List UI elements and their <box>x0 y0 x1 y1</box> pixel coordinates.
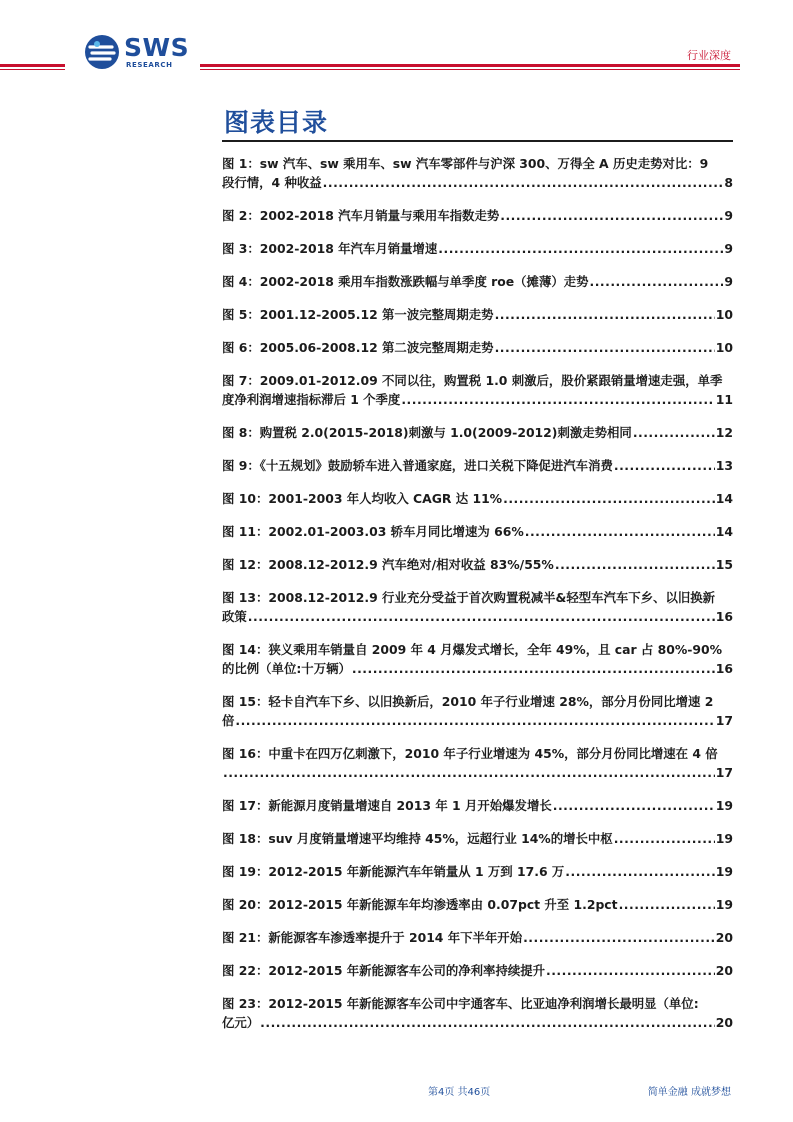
sws-logo-icon <box>84 34 120 70</box>
toc-entry[interactable] <box>222 640 733 678</box>
toc-leader-dots <box>614 829 715 848</box>
toc-page-number: 14 <box>715 524 733 539</box>
toc-entry[interactable] <box>222 522 733 541</box>
toc-entry-title: 图 21：新能源客车渗透率提升于 2014 年下半年开始 <box>222 930 523 945</box>
toc-leader-dots <box>495 338 715 357</box>
toc-leader-dots <box>260 1013 715 1032</box>
toc-entry[interactable] <box>222 338 733 357</box>
toc-page-number: 19 <box>715 897 733 912</box>
toc-leader-dots <box>633 423 715 442</box>
toc-entry[interactable] <box>222 423 733 442</box>
toc-leader-dots <box>223 763 715 782</box>
page-number: 第4页 共46页 <box>428 1087 491 1098</box>
toc-entry-title: 图 14：狭义乘用车销量自 2009 年 4 月爆发式增长，全年 49%，且 car 占 80%-90% <box>222 642 723 657</box>
toc-page-number: 19 <box>715 798 733 813</box>
header-rule-right-thin <box>200 69 740 70</box>
toc-page-number: 15 <box>715 557 733 572</box>
toc-entry[interactable] <box>222 961 733 980</box>
toc-page-number: 13 <box>715 458 733 473</box>
toc-leader-dots <box>590 272 724 291</box>
toc-entry[interactable] <box>222 829 733 848</box>
toc-entry[interactable] <box>222 588 733 626</box>
toc-page-number: 19 <box>715 864 733 879</box>
header-rule-left-thin <box>0 69 65 70</box>
header-rule-left <box>0 64 65 67</box>
footer-slogan: 简单金融 成就梦想 <box>647 1087 731 1098</box>
toc-page-number: 20 <box>715 930 733 945</box>
toc-entry-title: 政策 <box>222 609 247 624</box>
toc-entry-title: 图 10：2001-2003 年人均收入 CAGR 达 11% <box>222 491 503 506</box>
toc-entry[interactable] <box>222 239 733 258</box>
toc-entry[interactable] <box>222 305 733 324</box>
sws-logo <box>84 34 204 74</box>
toc-leader-dots <box>352 659 715 678</box>
page-title: 图表目录 <box>224 108 329 137</box>
toc-entry[interactable] <box>222 154 733 192</box>
toc-entry-title: 图 17：新能源月度销量增速自 2013 年 1 月开始爆发增长 <box>222 798 552 813</box>
toc-page-number: 11 <box>715 392 733 407</box>
toc-entry-title: 图 2：2002-2018 汽车月销量与乘用车指数走势 <box>222 208 500 223</box>
toc-page-number: 10 <box>715 307 733 322</box>
toc-entry[interactable] <box>222 371 733 409</box>
toc-entry[interactable] <box>222 456 733 475</box>
toc-entry-title: 亿元） <box>222 1015 260 1030</box>
toc-entry[interactable] <box>222 928 733 947</box>
toc-leader-dots <box>555 555 715 574</box>
toc-entry-title: 图 9：《十五规划》鼓励轿车进入普通家庭，进口关税下降促进汽车消费 <box>222 458 613 473</box>
toc-entry-title: 段行情，4 种收益 <box>222 175 322 190</box>
toc-leader-dots <box>525 522 715 541</box>
toc-page-number: 12 <box>715 425 733 440</box>
header-rule-right <box>200 64 740 67</box>
toc-leader-dots <box>619 895 715 914</box>
toc-page-number: 16 <box>715 609 733 624</box>
toc-entry-title: 图 1：sw 汽车、sw 乘用车、sw 汽车零部件与沪深 300、万得全 A 历史走势对比：9 <box>222 156 709 171</box>
toc-page-number: 9 <box>724 208 733 223</box>
toc-entry-title: 图 22：2012-2015 年新能源客车公司的净利率持续提升 <box>222 963 546 978</box>
toc-leader-dots <box>614 456 715 475</box>
toc-page-number: 17 <box>715 713 733 728</box>
toc-entry[interactable] <box>222 744 733 782</box>
toc-entry-title: 图 3：2002-2018 年汽车月销量增速 <box>222 241 438 256</box>
toc-page-number: 14 <box>715 491 733 506</box>
toc-leader-dots <box>523 928 715 947</box>
toc-page-number: 20 <box>715 963 733 978</box>
toc-entry[interactable] <box>222 796 733 815</box>
toc-leader-dots <box>546 961 715 980</box>
toc-entry-title: 图 8：购置税 2.0(2015-2018)刺激与 1.0(2009-2012)刺激走势相同 <box>222 425 632 440</box>
toc-page-number: 20 <box>715 1015 733 1030</box>
toc-entry-title: 图 15：轻卡自汽车下乡、以旧换新后，2010 年子行业增速 28%，部分月份同比增速 2 <box>222 694 714 709</box>
toc-page-number: 8 <box>724 175 733 190</box>
toc-entry-title: 图 13：2008.12-2012.9 行业充分受益于首次购置税减半&轻型车汽车下乡、以旧换新 <box>222 590 716 605</box>
toc-leader-dots <box>565 862 714 881</box>
toc-page-number: 9 <box>724 241 733 256</box>
logo-subtext: RESEARCH <box>126 61 173 69</box>
logo-text: SWS <box>124 33 190 62</box>
title-divider <box>222 140 733 142</box>
toc-entry[interactable] <box>222 994 733 1032</box>
toc-leader-dots <box>500 206 723 225</box>
toc-entry[interactable] <box>222 692 733 730</box>
toc-leader-dots <box>401 390 714 409</box>
toc-entry-title: 图 16：中重卡在四万亿刺激下，2010 年子行业增速为 45%，部分月份同比增速在 4 倍 <box>222 746 718 761</box>
toc-entry-title: 图 19：2012-2015 年新能源汽车年销量从 1 万到 17.6 万 <box>222 864 565 879</box>
toc-page-number: 19 <box>715 831 733 846</box>
toc-entry-title: 图 18：suv 月度销量增速平均维持 45%，远超行业 14%的增长中枢 <box>222 831 613 846</box>
toc-page-number: 9 <box>724 274 733 289</box>
toc-entry[interactable] <box>222 895 733 914</box>
toc-entry-title: 的比例（单位:十万辆） <box>222 661 351 676</box>
toc-entry-title: 图 20：2012-2015 年新能源车年均渗透率由 0.07pct 升至 1.2pct <box>222 897 618 912</box>
toc-entry[interactable] <box>222 489 733 508</box>
toc-entry-title: 图 5：2001.12-2005.12 第一波完整周期走势 <box>222 307 494 322</box>
toc-entry[interactable] <box>222 272 733 291</box>
toc-entry[interactable] <box>222 206 733 225</box>
toc-leader-dots <box>235 711 714 730</box>
toc-leader-dots <box>248 607 715 626</box>
toc-entry-title: 图 7：2009.01-2012.09 不同以往，购置税 1.0 刺激后，股价紧跟销量增速走强，单季 <box>222 373 723 388</box>
toc-page-number: 17 <box>715 765 733 780</box>
toc-leader-dots <box>323 173 724 192</box>
toc-entry-title: 图 12：2008.12-2012.9 汽车绝对/相对收益 83%/55% <box>222 557 554 572</box>
toc-entry[interactable] <box>222 862 733 881</box>
toc-entry-title: 图 6：2005.06-2008.12 第二波完整周期走势 <box>222 340 494 355</box>
toc-leader-dots <box>495 305 715 324</box>
toc-entry-title: 图 23：2012-2015 年新能源客车公司中宇通客车、比亚迪净利润增长最明显（单位: <box>222 996 699 1011</box>
toc-page-number: 10 <box>715 340 733 355</box>
toc-entry-title: 倍 <box>222 713 235 728</box>
toc-entry[interactable] <box>222 555 733 574</box>
toc-page-number: 16 <box>715 661 733 676</box>
toc-leader-dots <box>503 489 715 508</box>
toc-entry-title: 图 4：2002-2018 乘用车指数涨跌幅与单季度 roe（摊薄）走势 <box>222 274 589 289</box>
toc-leader-dots <box>438 239 723 258</box>
toc-leader-dots <box>553 796 715 815</box>
figure-list <box>222 154 733 1032</box>
report-type-label: 行业深度 <box>687 49 731 62</box>
toc-entry-title: 图 11：2002.01-2003.03 轿车月同比增速为 66% <box>222 524 524 539</box>
toc-entry-title: 度净利润增速指标滞后 1 个季度 <box>222 392 401 407</box>
